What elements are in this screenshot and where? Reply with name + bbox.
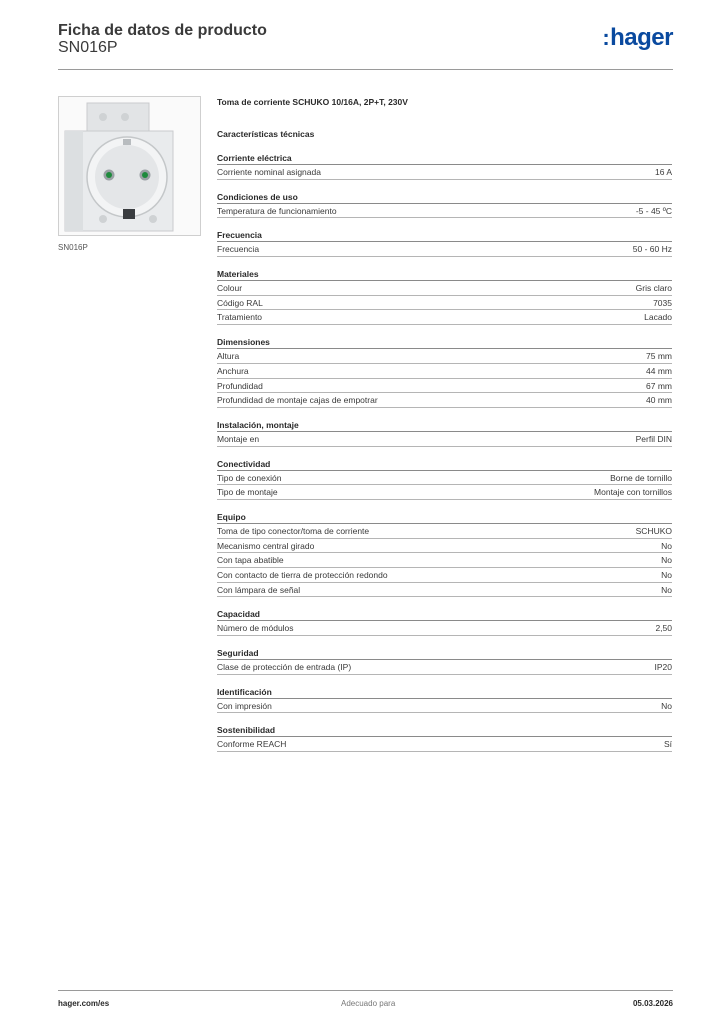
spec-section <box>217 151 672 180</box>
spec-value: 50 - 60 Hz <box>632 244 672 255</box>
spec-label: Corriente nominal asignada <box>217 167 321 177</box>
logo-text: hager <box>610 24 673 51</box>
section-title: Corriente eléctrica <box>217 151 672 165</box>
spec-value: Borne de tornillo <box>610 472 672 483</box>
spec-row <box>217 583 672 598</box>
spec-value: 7035 <box>653 297 672 308</box>
spec-value: No <box>661 700 672 711</box>
spec-row <box>217 204 672 219</box>
spec-section <box>217 723 672 752</box>
spec-value: 75 mm <box>646 351 672 362</box>
spec-sections <box>217 151 672 752</box>
spec-value: No <box>661 570 672 580</box>
spec-value: Lacado <box>644 312 672 323</box>
section-title: Seguridad <box>217 646 672 660</box>
spec-value: No <box>661 540 672 551</box>
spec-label: Clase de protección de entrada (IP) <box>217 662 352 673</box>
spec-value: -5 - 45 ºC <box>635 205 672 216</box>
section-title: Instalación, montaje <box>217 418 672 432</box>
section-title: Sostenibilidad <box>217 723 672 737</box>
spec-row <box>217 296 672 311</box>
spec-row <box>217 432 672 447</box>
tech-characteristics-title: Características técnicas <box>217 129 315 139</box>
spec-section <box>217 607 672 636</box>
spec-row <box>217 539 672 554</box>
spec-content <box>217 95 672 752</box>
spec-row <box>217 737 672 752</box>
spec-label: Tipo de montaje <box>217 487 278 498</box>
spec-value: 40 mm <box>646 395 672 406</box>
spec-value: Perfil DIN <box>635 433 672 444</box>
spec-row <box>217 349 672 364</box>
footer-note: Adecuado para <box>341 999 396 1008</box>
spec-value: SCHUKO <box>635 525 672 536</box>
spec-label: Profundidad <box>217 380 263 391</box>
section-title: Materiales <box>217 267 672 281</box>
spec-value: Montaje con tornillos <box>594 487 672 498</box>
footer-date: 05.03.2026 <box>632 999 673 1008</box>
socket-illustration-icon <box>59 97 200 235</box>
spec-label: Conforme REACH <box>217 739 287 750</box>
spec-value: 16 A <box>654 167 672 177</box>
image-caption: SN016P <box>58 243 88 252</box>
spec-row <box>217 242 672 257</box>
page-header <box>58 22 673 70</box>
page-title: Ficha de datos de producto <box>58 22 267 39</box>
spec-row <box>217 568 672 583</box>
spec-value: No <box>661 584 672 595</box>
spec-row <box>217 165 672 180</box>
spec-row <box>217 524 672 539</box>
spec-value: 44 mm <box>646 365 672 376</box>
spec-row <box>217 471 672 486</box>
spec-label: Tipo de conexión <box>217 472 282 483</box>
section-title: Frecuencia <box>217 228 672 242</box>
spec-label: Profundidad de montaje cajas de empotrar <box>217 395 378 406</box>
hager-logo <box>602 24 673 52</box>
spec-label: Toma de tipo conector/toma de corriente <box>217 525 370 536</box>
spec-value: No <box>661 555 672 566</box>
section-title: Conectividad <box>217 457 672 471</box>
spec-row <box>217 485 672 500</box>
section-title: Equipo <box>217 510 672 524</box>
section-title: Capacidad <box>217 607 672 621</box>
product-image <box>58 96 201 236</box>
footer-website: hager.com/es <box>58 999 110 1008</box>
logo-dots-icon: : <box>602 25 610 50</box>
spec-label: Tratamiento <box>217 312 263 323</box>
spec-row <box>217 699 672 714</box>
spec-section <box>217 685 672 714</box>
spec-row <box>217 379 672 394</box>
spec-row <box>217 621 672 636</box>
section-title: Dimensiones <box>217 335 672 349</box>
spec-value: Sí <box>663 739 672 750</box>
spec-value: 67 mm <box>646 380 672 391</box>
spec-value: Gris claro <box>635 283 672 294</box>
spec-row <box>217 281 672 296</box>
product-description: Toma de corriente SCHUKO 10/16A, 2P+T, 230V <box>217 97 408 107</box>
product-code: SN016P <box>58 39 118 56</box>
spec-section <box>217 457 672 500</box>
spec-section <box>217 646 672 675</box>
spec-section <box>217 267 672 325</box>
spec-row <box>217 553 672 568</box>
spec-label: Altura <box>217 351 240 362</box>
spec-label: Frecuencia <box>217 244 260 255</box>
spec-row <box>217 660 672 675</box>
page-footer <box>58 990 673 1014</box>
spec-section <box>217 335 672 408</box>
spec-label: Con impresión <box>217 700 272 711</box>
spec-value: 2,50 <box>655 623 672 634</box>
spec-label: Número de módulos <box>217 623 294 634</box>
spec-section <box>217 228 672 257</box>
spec-value: IP20 <box>654 662 672 673</box>
spec-label: Anchura <box>217 365 249 376</box>
spec-row <box>217 310 672 325</box>
section-title: Condiciones de uso <box>217 190 672 204</box>
spec-section <box>217 190 672 219</box>
spec-label: Con contacto de tierra de protección redondo <box>217 570 388 580</box>
spec-row <box>217 364 672 379</box>
spec-label: Código RAL <box>217 297 263 308</box>
spec-label: Temperatura de funcionamiento <box>217 205 337 216</box>
spec-section <box>217 418 672 447</box>
spec-section <box>217 510 672 597</box>
spec-label: Mecanismo central girado <box>217 540 315 551</box>
spec-label: Montaje en <box>217 433 260 444</box>
spec-label: Con tapa abatible <box>217 555 284 566</box>
spec-row <box>217 393 672 408</box>
section-title: Identificación <box>217 685 672 699</box>
spec-label: Colour <box>217 283 243 294</box>
spec-label: Con lámpara de señal <box>217 584 301 595</box>
